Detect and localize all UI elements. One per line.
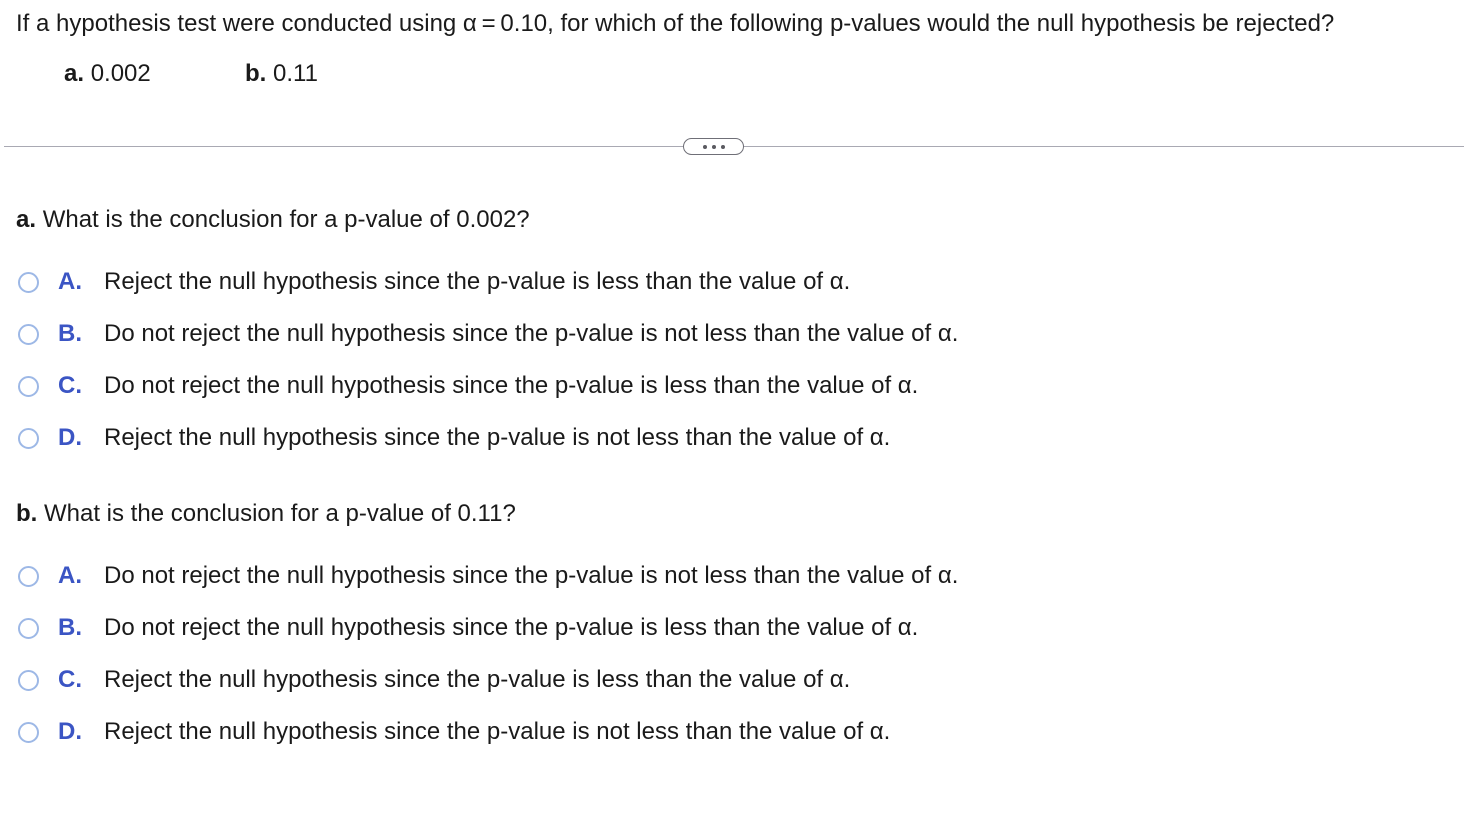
part-b-choice-b[interactable] — [18, 613, 919, 643]
choice-text: Reject the null hypothesis since the p-value is less than the value of α. — [104, 666, 851, 693]
part-a-choice-c[interactable] — [18, 371, 919, 401]
radio-button[interactable] — [18, 566, 39, 587]
question-text: If a hypothesis test were conducted using α = 0.10, for which of the following p-values would the null hypothesis be rejected? — [16, 10, 1335, 37]
radio-button[interactable] — [18, 272, 39, 293]
given-number-b: 0.11 — [273, 60, 318, 87]
part-b-choice-d[interactable] — [18, 717, 891, 747]
choice-letter: B. — [58, 320, 82, 347]
part-a-prompt — [16, 205, 530, 235]
choice-letter: A. — [58, 562, 82, 589]
ellipsis-icon — [712, 145, 716, 149]
radio-button[interactable] — [18, 670, 39, 691]
radio-button[interactable] — [18, 324, 39, 345]
choice-text: Do not reject the null hypothesis since the p-value is less than the value of α. — [104, 372, 919, 399]
given-value-a — [64, 59, 151, 89]
part-b-question: What is the conclusion for a p-value of 0.11? — [44, 500, 516, 527]
choice-text: Reject the null hypothesis since the p-value is not less than the value of α. — [104, 424, 891, 451]
choice-text: Do not reject the null hypothesis since the p-value is less than the value of α. — [104, 614, 919, 641]
choice-letter: C. — [58, 666, 82, 693]
part-b-letter: b. — [16, 500, 38, 527]
expand-more-button[interactable] — [683, 138, 744, 155]
given-value-b — [245, 59, 318, 89]
given-letter-a: a. — [64, 60, 85, 87]
part-a-question: What is the conclusion for a p-value of 0.002? — [42, 206, 530, 233]
radio-button[interactable] — [18, 376, 39, 397]
ellipsis-icon — [703, 145, 707, 149]
radio-button[interactable] — [18, 722, 39, 743]
radio-button[interactable] — [18, 618, 39, 639]
choice-letter: C. — [58, 372, 82, 399]
part-a-choice-b[interactable] — [18, 319, 959, 349]
part-b-prompt — [16, 499, 516, 529]
choice-text: Do not reject the null hypothesis since the p-value is not less than the value of α. — [104, 562, 959, 589]
choice-letter: D. — [58, 718, 82, 745]
part-a-letter: a. — [16, 206, 37, 233]
part-b-choice-c[interactable] — [18, 665, 851, 695]
choice-text: Do not reject the null hypothesis since the p-value is not less than the value of α. — [104, 320, 959, 347]
given-letter-b: b. — [245, 60, 267, 87]
ellipsis-icon — [721, 145, 725, 149]
given-number-a: 0.002 — [90, 60, 151, 87]
choice-letter: A. — [58, 268, 82, 295]
part-b-choice-a[interactable] — [18, 561, 959, 591]
choice-letter: B. — [58, 614, 82, 641]
choice-letter: D. — [58, 424, 82, 451]
choice-text: Reject the null hypothesis since the p-value is not less than the value of α. — [104, 718, 891, 745]
part-a-choice-a[interactable] — [18, 267, 851, 297]
choice-text: Reject the null hypothesis since the p-value is less than the value of α. — [104, 268, 851, 295]
part-a-choice-d[interactable] — [18, 423, 891, 453]
radio-button[interactable] — [18, 428, 39, 449]
